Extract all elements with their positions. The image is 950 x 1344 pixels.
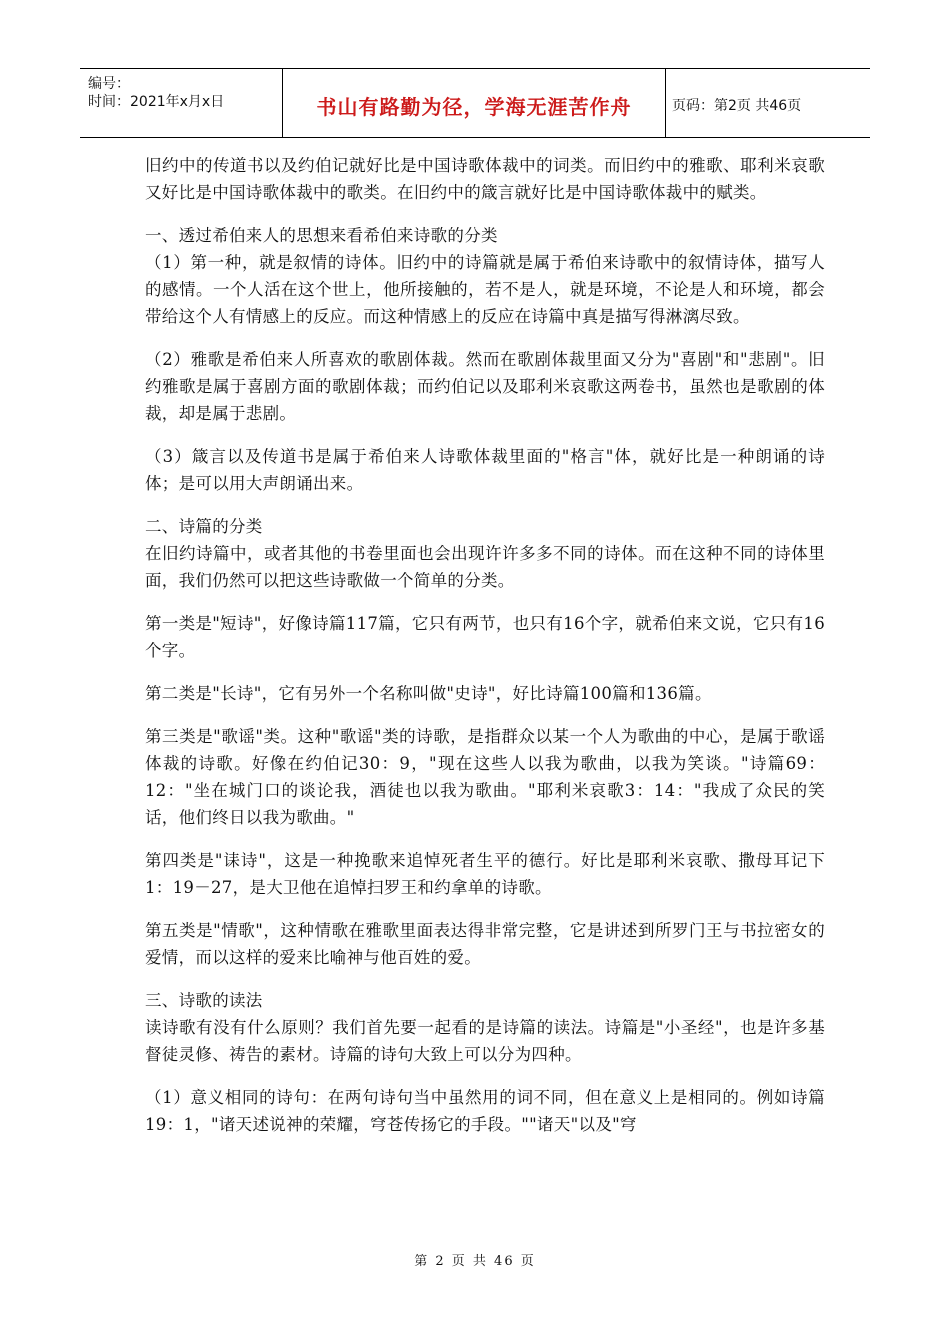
- header-page-number: 页码：第2页 共46页: [672, 98, 802, 114]
- section-heading: 三、诗歌的读法: [145, 991, 263, 1010]
- paragraph: 在旧约诗篇中，或者其他的书卷里面也会出现许许多多不同的诗体。而在这种不同的诗体里面，我们仍然可以把这些诗歌做一个简单的分类。: [145, 544, 825, 590]
- paragraph: 第二类是"长诗"，它有另外一个名称叫做"史诗"，好比诗篇100篇和136篇。: [145, 684, 712, 703]
- paragraph: （1）意义相同的诗句：在两句诗句当中虽然用的词不同，但在意义上是相同的。例如诗篇19：1，"诸天述说神的荣耀，穹苍传扬它的手段。""诸天"以及"穹: [145, 1088, 825, 1134]
- paragraph: 第一类是"短诗"，好像诗篇117篇，它只有两节，也只有16个字，就希伯来文说，它只有16个字。: [145, 614, 825, 660]
- document-body: [145, 152, 825, 1154]
- paragraph: 第三类是"歌谣"类。这种"歌谣"类的诗歌，是指群众以某一个人为歌曲的中心，是属于歌谣体裁的诗歌。好像在约伯记30：9，"现在这些人以我为歌曲，以我为笑谈。"诗篇69：12："坐在城门口的谈论我，酒徒也以我为歌曲。"耶利米哀歌3：14："我成了众民的笑话，他们终日以我为歌曲。": [145, 727, 825, 827]
- paragraph: （2）雅歌是希伯来人所喜欢的歌剧体裁。然而在歌剧体裁里面又分为"喜剧"和"悲剧"。旧约雅歌是属于喜剧方面的歌剧体裁；而约伯记以及耶利米哀歌这两卷书，虽然也是歌剧的体裁，却是属于悲剧。: [145, 350, 825, 423]
- paragraph: 第五类是"情歌"，这种情歌在雅歌里面表达得非常完整，它是讲述到所罗门王与书拉密女的爱情，而以这样的爱来比喻神与他百姓的爱。: [145, 921, 825, 967]
- section-heading: 二、诗篇的分类: [145, 517, 263, 536]
- paragraph: 旧约中的传道书以及约伯记就好比是中国诗歌体裁中的词类。而旧约中的雅歌、耶利米哀歌又好比是中国诗歌体裁中的歌类。在旧约中的箴言就好比是中国诗歌体裁中的赋类。: [145, 156, 825, 202]
- paragraph: 读诗歌有没有什么原则？我们首先要一起看的是诗篇的读法。诗篇是"小圣经"，也是许多基督徒灵修、祷告的素材。诗篇的诗句大致上可以分为四种。: [145, 1018, 825, 1064]
- paragraph: （1）第一种，就是叙情的诗体。旧约中的诗篇就是属于希伯来诗歌中的叙情诗体，描写人的感情。一个人活在这个世上，他所接触的，若不是人，就是环境，不论是人和环境，都会带给这个人有情感上的反应。而这种情感上的反应在诗篇中真是描写得淋漓尽致。: [145, 253, 825, 326]
- paragraph: （3）箴言以及传道书是属于希伯来人诗歌体裁里面的"格言"体，就好比是一种朗诵的诗体；是可以用大声朗诵出来。: [145, 447, 825, 493]
- page-footer: 第 2 页 共 46 页: [414, 1254, 536, 1269]
- document-date: 时间：2021年x月x日: [88, 94, 225, 110]
- section-heading: 一、透过希伯来人的思想来看希伯来诗歌的分类: [145, 226, 498, 245]
- document-number: 编号：: [88, 76, 130, 92]
- header-motto: 书山有路勤为径，学海无涯苦作舟: [316, 95, 632, 119]
- paragraph: 第四类是"诔诗"，这是一种挽歌来追悼死者生平的德行。好比是耶利米哀歌、撒母耳记下1：19－27，是大卫他在追悼扫罗王和约拿单的诗歌。: [145, 851, 825, 897]
- header-info-cell: [80, 69, 283, 137]
- page-header: [80, 68, 870, 138]
- header-page-cell: [666, 69, 870, 137]
- header-motto-cell: [283, 69, 666, 137]
